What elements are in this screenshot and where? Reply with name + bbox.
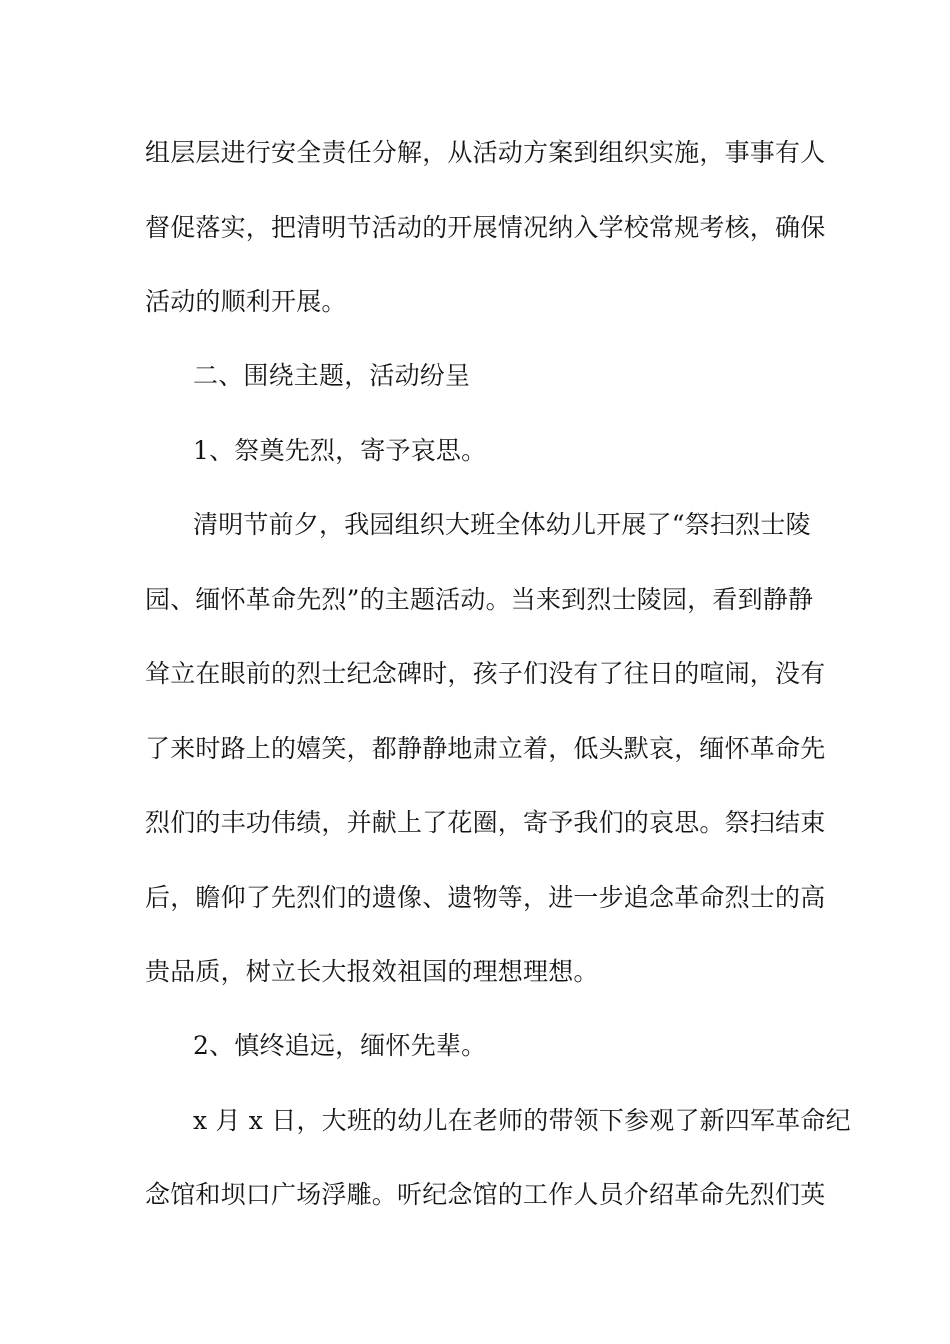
subsection-heading: 2、慎终追远，缅怀先辈。: [193, 1031, 487, 1060]
text-line: 活动的顺利开展。: [145, 287, 347, 316]
text-line: 后，瞻仰了先烈们的遗像、遗物等，进一步追念革命烈士的高: [145, 883, 826, 912]
text-line: 园、缅怀革命先烈”的主题活动。当来到烈士陵园，看到静静: [145, 585, 814, 614]
text-line: 耸立在眼前的烈士纪念碑时，孩子们没有了往日的喧闹，没有: [145, 659, 826, 688]
text-line: 念馆和坝口广场浮雕。听纪念馆的工作人员介绍革命先烈们英: [145, 1180, 826, 1209]
text-line: x 月 x 日，大班的幼儿在老师的带领下参观了新四军革命纪: [193, 1106, 851, 1135]
section-heading: 二、围绕主题，活动纷呈: [193, 361, 471, 390]
text-line: 贵品质，树立长大报效祖国的理想理想。: [145, 957, 599, 986]
text-line: 了来时路上的嬉笑，都静静地肃立着，低头默哀，缅怀革命先: [145, 734, 826, 763]
text-line: 督促落实，把清明节活动的开展情况纳入学校常规考核，确保: [145, 213, 826, 242]
text-line: 清明节前夕，我园组织大班全体幼儿开展了“祭扫烈士陵: [193, 510, 811, 539]
text-line: 烈们的丰功伟绩，并献上了花圈，寄予我们的哀思。祭扫结束: [145, 808, 826, 837]
text-line: 组层层进行安全责任分解，从活动方案到组织实施，事事有人: [145, 138, 826, 167]
subsection-heading: 1、祭奠先烈，寄予哀思。: [193, 436, 487, 465]
